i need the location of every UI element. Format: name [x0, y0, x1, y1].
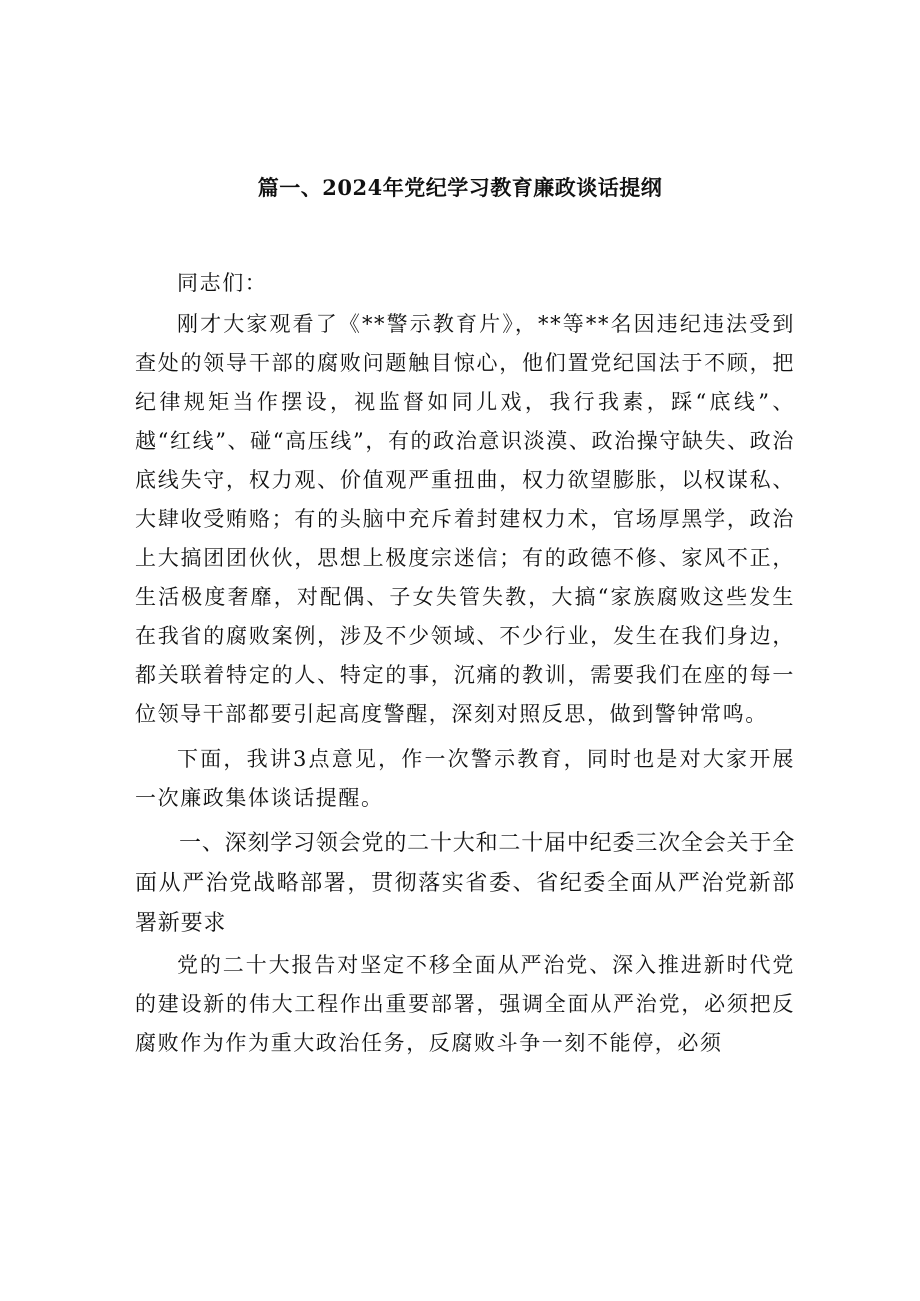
section-heading-1: 一、深刻学习领会党的二十大和二十届中纪委三次全会关于全面从严治党战略部署，贯彻落实省委、省纪委全面从严治党新部署新要求 [135, 831, 795, 936]
section-1-paragraph: 党的二十大报告对坚定不移全面从严治党、深入推进新时代党的建设新的伟大工程作出重要部署，强调全面从严治党，必须把反腐败作为作为重大政治任务，反腐败斗争一刻不能停，必须 [135, 953, 795, 1055]
paragraph-warning-video: 刚才大家观看了《**警示教育片》，**等**名因违纪违法受到查处的领导干部的腐败问题触目惊心，他们置党纪国法于不顾，把纪律规矩当作摆设，视监督如同儿戏，我行我素，踩“底线”、越“红线”、碰“高压线”，有的政治意识淡漠、政治操守缺失、政治底线失守，权力观、价值观严重扭曲，权力欲望膨胀，以权谋私、大肆收受贿赂；有的头脑中充斥着封建权力术，官场厚黑学，政治上大搞团团伙伙，思想上极度宗迷信；有的政德不修、家风不正，生活极度奢靡，对配偶、子女失管失教，大搞“家族腐败这些发生在我省的腐败案例，涉及不少领域、不少行业，发生在我们身边，都关联着特定的人、特定的事，沉痛的教训，需要我们在座的每一位领导干部都要引起高度警醒，深刻对照反思，做到警钟常鸣。 [135, 312, 795, 726]
salutation: 同志们： [177, 271, 268, 295]
document-title: 篇一、2024年党纪学习教育廉政谈话提纲 [257, 175, 663, 200]
paragraph-three-points: 下面，我讲3点意见，作一次警示教育，同时也是对大家开展一次廉政集体谈话提醒。 [135, 747, 795, 810]
document-body [135, 264, 795, 1069]
